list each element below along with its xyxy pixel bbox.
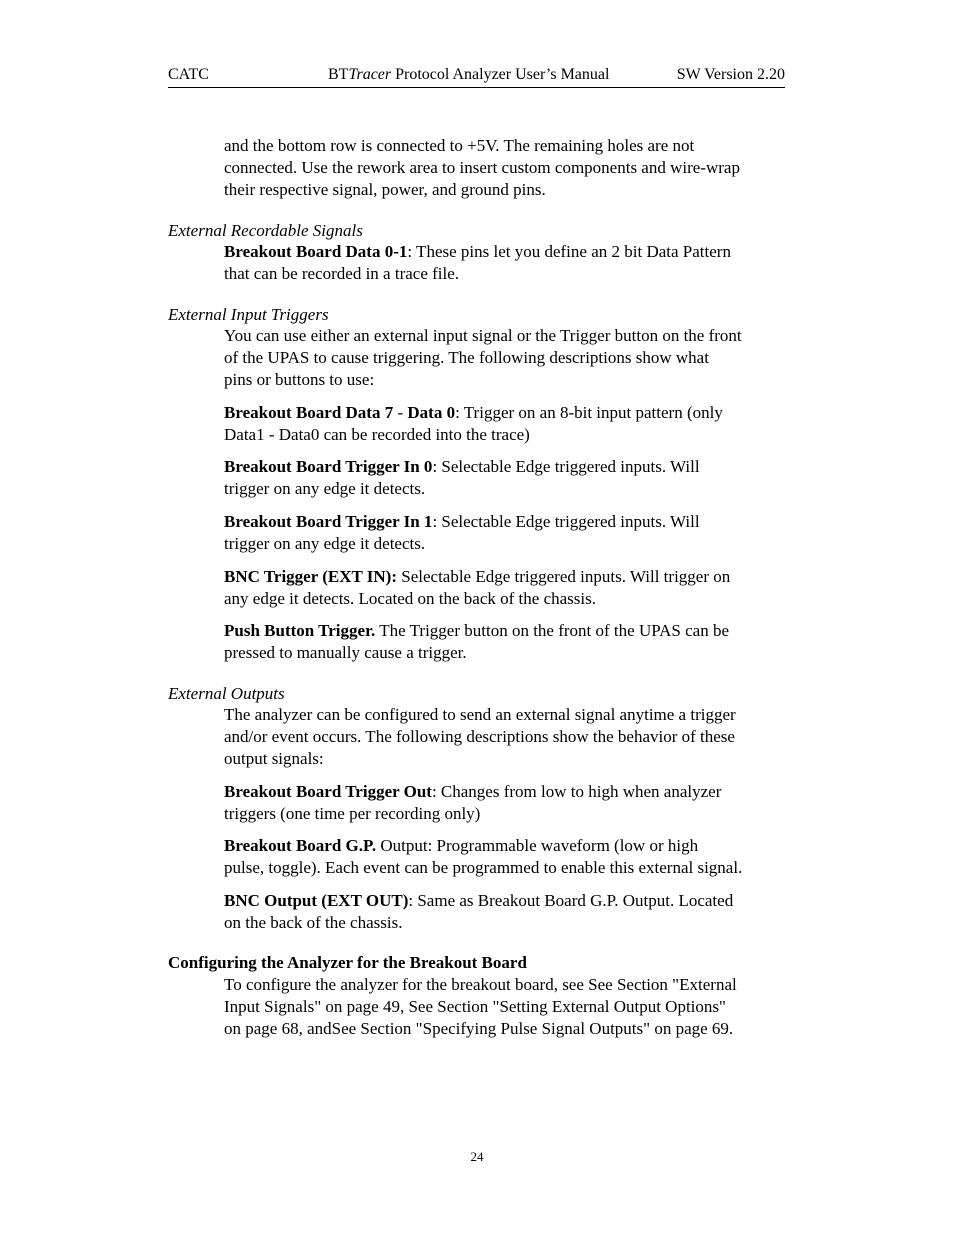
header-company: CATC	[168, 66, 209, 83]
bnc-output-item: BNC Output (EXT OUT): Same as Breakout Board G.P. Output. Located on the back of the chassis.	[224, 891, 734, 932]
trigger-in0-item: Breakout Board Trigger In 0: Selectable Edge triggered inputs. Will trigger on any edge it detects.	[224, 457, 700, 498]
bnc-trigger-item: BNC Trigger (EXT IN): Selectable Edge triggered inputs. Will trigger on any edge it detects. Located on the back of the chassis.	[224, 567, 731, 608]
configuring-paragraph: To configure the analyzer for the breakout board, see See Section "External Input Signals" on page 49, See Section "Setting External Output Options" on page 68, andSee Section "Specifying Pulse Signal Outputs" on page 69.	[224, 975, 737, 1038]
intro-paragraph: and the bottom row is connected to +5V. The remaining holes are not connected. Use the rework area to insert custom components and wire-wrap their respective signal, power, and ground pins.	[224, 136, 740, 199]
trigger-out-item: Breakout Board Trigger Out: Changes from low to high when analyzer triggers (one time per recording only)	[224, 782, 722, 823]
push-button-item: Push Button Trigger. The Trigger button on the front of the UPAS can be pressed to manually cause a trigger.	[224, 621, 729, 662]
configuring-heading: Configuring the Analyzer for the Breakout Board	[168, 953, 527, 972]
input-triggers-intro: You can use either an external input signal or the Trigger button on the front of the UPAS to cause triggering. The following descriptions show what pins or buttons to use:	[224, 326, 742, 389]
data-trigger-item: Breakout Board Data 7 - Data 0: Trigger on an 8-bit input pattern (only Data1 - Data0 can be recorded into the trace)	[224, 403, 723, 444]
gp-output-item: Breakout Board G.P. Output: Programmable waveform (low or high pulse, toggle). Each event can be programmed to enable this external signal.	[224, 836, 743, 877]
outputs-heading: External Outputs	[168, 684, 285, 703]
trigger-in1-item: Breakout Board Trigger In 1: Selectable Edge triggered inputs. Will trigger on any edge it detects.	[224, 512, 700, 553]
header-version: SW Version 2.20	[676, 66, 785, 83]
recordable-data-item: Breakout Board Data 0-1: These pins let you define an 2 bit Data Pattern that can be recorded in a trace file.	[224, 242, 731, 283]
header-title: BTTracer Protocol Analyzer User’s Manual	[328, 66, 610, 83]
page-number: 24	[470, 1149, 484, 1164]
outputs-intro: The analyzer can be configured to send an external signal anytime a trigger and/or event occurs. The following descriptions show the behavior of these output signals:	[224, 705, 736, 768]
input-triggers-heading: External Input Triggers	[168, 305, 329, 324]
page-header	[168, 66, 785, 88]
recordable-heading: External Recordable Signals	[168, 221, 363, 240]
